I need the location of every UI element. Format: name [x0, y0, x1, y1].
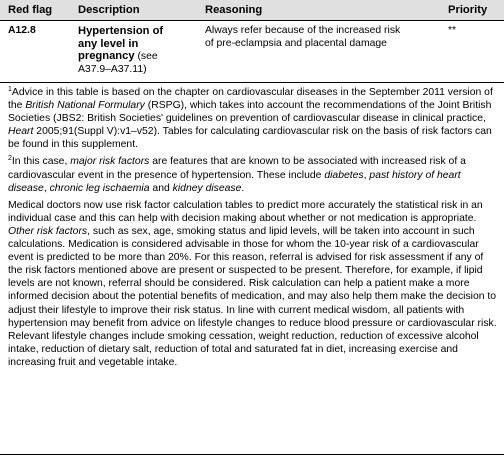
footnote-2-end: . — [241, 182, 245, 194]
header-red-flag: Red flag — [8, 4, 53, 16]
red-flag-code: A12.8 — [8, 25, 36, 36]
description-title-line2: any level in — [78, 37, 139, 50]
paragraph-3-text-a: Medical doctors now use risk factor calculation tables to predict more accurately the statistical risk in an individual case and this can help with decision making about whether or not medication is appropriate. — [8, 199, 483, 224]
footnote-1-bnf: British National Formulary — [25, 100, 145, 112]
description-title-line3 — [78, 50, 190, 64]
footnote-paragraph-3 — [8, 199, 498, 369]
footnote-1-marker: 1 — [8, 86, 12, 93]
table-header-row — [0, 0, 504, 21]
footnote-2-kidney: kidney disease — [172, 182, 242, 194]
footnote-2 — [8, 155, 498, 194]
footnote-2-history: past history of heart disease — [8, 169, 461, 194]
table-row — [0, 20, 504, 83]
description-cell — [78, 25, 190, 76]
description-title-line1: Hypertension of — [78, 25, 164, 37]
description-title-pregnancy: pregnancy — [78, 50, 135, 62]
footnote-2-major-risk: major risk factors — [70, 156, 150, 168]
footnotes — [8, 86, 498, 373]
footnote-2-sep3: and — [149, 182, 173, 194]
paragraph-3-other-risk: Other risk factors — [8, 225, 88, 237]
footnote-2-sep1: , — [363, 169, 370, 181]
header-reasoning: Reasoning — [205, 4, 263, 16]
footnote-1 — [8, 86, 498, 151]
footnote-2-sep2: , — [43, 182, 50, 194]
priority-value: ** — [448, 25, 457, 36]
row-divider — [0, 82, 504, 83]
paragraph-3-text-b: , such as sex, age, smoking status and lipid levels, will be taken into account in such calculations. Medication is considered advisable in those for whom the 10-year risk of a cardiovascular event is predicted to be more than 20%. For this reason, referral is advised for risk assessment if any of the risk factors mentioned above are present or suspected to be present. Therefore, for example, if lipid levels are not known, referral should be considered. Risk calculation can help a patient make a more informed decision about the potential benefits of medication, and may also help them make the decision to adjust their lifestyle to improve their risk status. In line with current medical wisdom, all patients with hypertension may benefit from advice on lifestyle changes to reduce blood pressure or cardiovascular risk. Relevant lifestyle changes include smoking cessation, weight reduction, reduction of excessive alcohol intake, reduction of dietary salt, reduction of total and saturated fat in diet, increasing exercise and increasing fruit and vegetable intake. — [8, 225, 497, 368]
footnote-2-leg-ischaemia: chronic leg ischaemia — [49, 182, 150, 194]
description-ref-see: (see — [137, 51, 158, 62]
reasoning-line2: of pre-eclampsia and placental damage — [205, 37, 387, 49]
footnote-1-text-a: Advice in this table is based on the chapter on cardiovascular diseases in the September 2011 version of the — [8, 87, 493, 112]
header-description: Description — [78, 4, 140, 16]
footnote-1-text-b: (RSPG), which takes into account the recommendations of the Joint British Societies (JBS2: British Societies' guidelines on prevention of cardiovascular disease in clinical practice, — [8, 100, 492, 125]
footnote-1-text-c: 2005;91(Suppl V):v1–v52). Tables for calculating cardiovascular risk on the basis of risk factors can be found in this supplement. — [8, 126, 492, 151]
header-priority: Priority — [448, 4, 488, 16]
footnote-2-text-a: In this case, — [11, 156, 71, 168]
reasoning-cell — [205, 25, 430, 50]
footnote-2-marker: 2 — [8, 155, 12, 163]
description-ref-codes: A37.9–A37.11) — [78, 63, 147, 75]
reasoning-line1: Always refer because of the increased risk — [205, 25, 401, 36]
footnote-1-heart: Heart — [8, 126, 34, 138]
footnote-2-text-b: are features that are known to be associated with increased risk of a cardiovascular event in the presence of hypertension. These include — [8, 156, 466, 181]
footnote-2-diabetes: diabetes — [324, 169, 364, 181]
bottom-rule — [0, 454, 504, 455]
